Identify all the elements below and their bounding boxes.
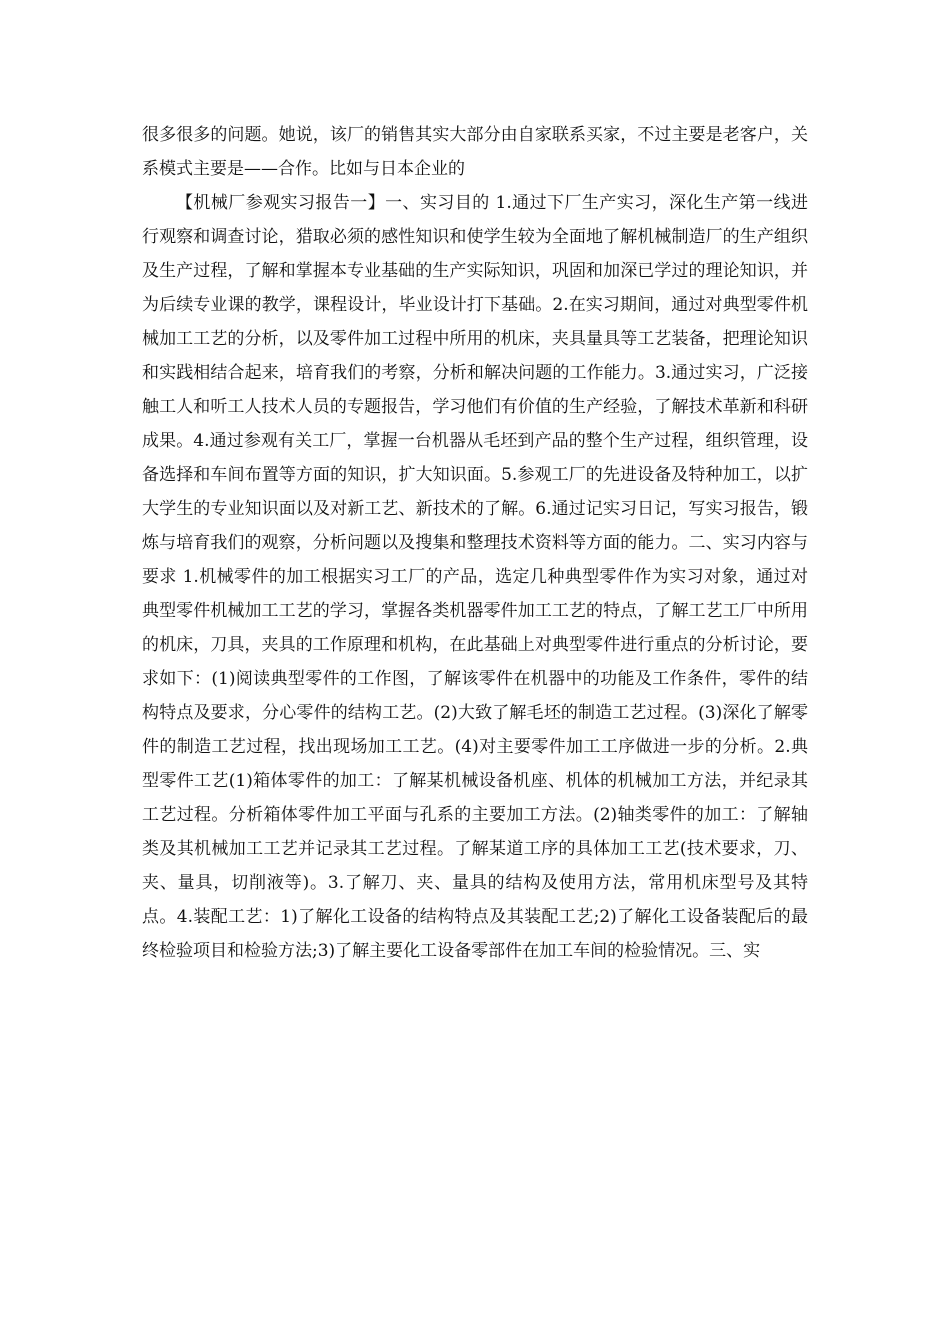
paragraph-continuation: 很多很多的问题。她说，该厂的销售其实大部分由自家联系买家，不过主要是老客户，关系模式主要是——合作。比如与日本企业的 xyxy=(142,125,808,179)
document-body xyxy=(142,118,808,968)
paragraph-internship-report: 【机械厂参观实习报告一】一、实习目的 1.通过下厂生产实习，深化生产第一线进行观察和调查讨论，猎取必须的感性知识和使学生较为全面地了解机械制造厂的生产组织及生产过程，了解和掌握本专业基础的生产实际知识，巩固和加深已学过的理论知识，并为后续专业课的教学，课程设计，毕业设计打下基础。2.在实习期间，通过对典型零件机械加工工艺的分析，以及零件加工过程中所用的机床，夹具量具等工艺装备，把理论知识和实践相结合起来，培育我们的考察，分析和解决问题的工作能力。3.通过实习，广泛接触工人和听工人技术人员的专题报告，学习他们有价值的生产经验，了解技术革新和科研成果。4.通过参观有关工厂，掌握一台机器从毛坯到产品的整个生产过程，组织管理，设备选择和车间布置等方面的知识，扩大知识面。5.参观工厂的先进设备及特种加工，以扩大学生的专业知识面以及对新工艺、新技术的了解。6.通过记实习日记，写实习报告，锻炼与培育我们的观察，分析问题以及搜集和整理技术资料等方面的能力。二、实习内容与要求 1.机械零件的加工根据实习工厂的产品，选定几种典型零件作为实习对象，通过对典型零件机械加工工艺的学习，掌握各类机器零件加工工艺的特点，了解工艺工厂中所用的机床，刀具，夹具的工作原理和机构，在此基础上对典型零件进行重点的分析讨论，要求如下：(1)阅读典型零件的工作图，了解该零件在机器中的功能及工作条件，零件的结构特点及要求，分心零件的结构工艺。(2)大致了解毛坯的制造工艺过程。(3)深化了解零件的制造工艺过程，找出现场加工工艺。(4)对主要零件加工工序做进一步的分析。2.典型零件工艺(1)箱体零件的加工：了解某机械设备机座、机体的机械加工方法，并纪录其工艺过程。分析箱体零件加工平面与孔系的主要加工方法。(2)轴类零件的加工：了解轴类及其机械加工工艺并记录其工艺过程。了解某道工序的具体加工工艺(技术要求，刀、夹、量具，切削液等)。3.了解刀、夹、量具的结构及使用方法，常用机床型号及其特点。4.装配工艺：1)了解化工设备的结构特点及其装配工艺;2)了解化工设备装配后的最终检验项目和检验方法;3)了解主要化工设备零部件在加工车间的检验情况。三、实 xyxy=(142,193,808,961)
